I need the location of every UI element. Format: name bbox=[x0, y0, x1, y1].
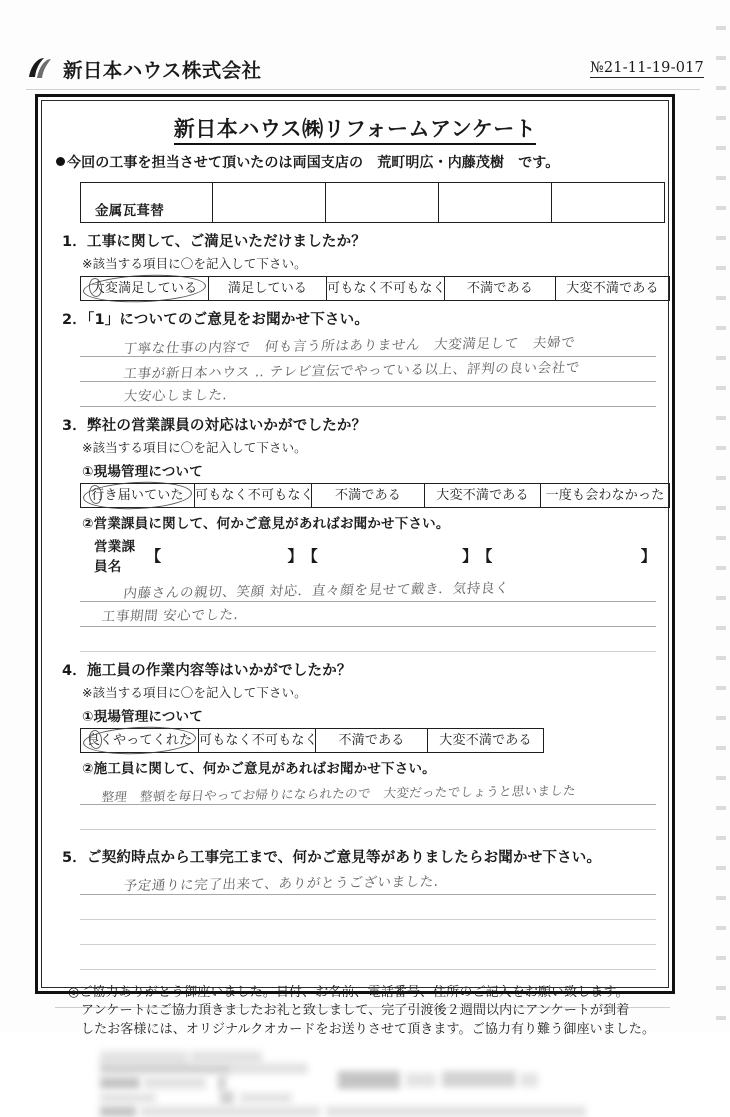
q1-option-0[interactable]: 大変満足している bbox=[81, 277, 209, 300]
handwriting-line[interactable] bbox=[80, 780, 656, 805]
letterhead-divider bbox=[26, 89, 700, 90]
q3-option-4[interactable]: 一度も会わなかった bbox=[545, 488, 665, 503]
bullet-icon bbox=[56, 157, 65, 166]
question-3-heading: 3．弊社の営業課員の対応はいかがでしたか？ bbox=[62, 418, 367, 434]
handwriting-line[interactable] bbox=[80, 577, 656, 602]
question-4-options bbox=[80, 728, 544, 753]
q1-option-2[interactable]: 可もなく不可もなく bbox=[327, 277, 445, 300]
handwritten-text: 予定通りに完了出来て、ありがとうございました. bbox=[122, 873, 440, 895]
q4-option-3[interactable]: 大変不満である bbox=[439, 733, 532, 748]
closing-notice bbox=[68, 984, 656, 1039]
handwritten-text: 工事期間 安心でした. bbox=[100, 607, 240, 625]
question-1-options bbox=[80, 276, 670, 301]
scan-bottom-edge bbox=[55, 1007, 670, 1008]
question-3-subheading-1: ①現場管理について bbox=[82, 464, 203, 480]
q3-option-3[interactable]: 大変不満である bbox=[425, 484, 541, 507]
work-cell-2[interactable] bbox=[213, 183, 326, 223]
charge-staff-line bbox=[56, 152, 656, 172]
survey-form-frame bbox=[35, 94, 675, 1037]
handwriting-line[interactable] bbox=[80, 602, 656, 627]
question-4-note: ※該当する項目に〇を記入して下さい。 bbox=[82, 685, 307, 700]
handwriting-line[interactable] bbox=[80, 805, 656, 830]
question-5-heading: 5．ご契約時点から工事完工まで、何かご意見等がありましたらお聞かせ下さい。 bbox=[62, 850, 602, 866]
q1-option-4[interactable]: 大変不満である bbox=[566, 281, 659, 296]
handwritten-text: 内藤さんの親切、笑顔 対応．直々顔を見せて戴き．気持良く bbox=[122, 580, 511, 602]
handwritten-text: 整理 整頓を毎日やってお帰りになられたので 大変だったでしょうと思いました bbox=[100, 782, 577, 805]
handwriting-line[interactable] bbox=[80, 920, 656, 945]
question-4-heading: 4．施工員の作業内容等はいかがでしたか？ bbox=[62, 663, 352, 679]
work-cell-1[interactable]: 金属瓦葺替 bbox=[81, 183, 213, 223]
closing-line-2: アンケートにご協力頂きましたお礼と致しまして、完了引渡後２週間以内にアンケートが到着 bbox=[81, 1003, 630, 1019]
question-2-heading: 2．「1」についてのご意見をお聞かせ下さい。 bbox=[62, 312, 370, 328]
handwritten-text: 大安心しました. bbox=[122, 387, 229, 405]
q1-option-1[interactable]: 満足している bbox=[209, 277, 327, 300]
staff-name-field-2[interactable]: 【 】 bbox=[302, 546, 478, 565]
q3-option-0[interactable]: 行き届いていた bbox=[81, 484, 195, 507]
form-title bbox=[54, 113, 656, 143]
handwritten-text: 工事が新日本ハウス ‥ テレビ宣伝でやっている以上、評判の良い会社で bbox=[122, 359, 581, 383]
question-4-answer[interactable] bbox=[80, 780, 656, 830]
staff-name-label: 営業課員名 bbox=[94, 539, 136, 575]
handwriting-line[interactable] bbox=[80, 945, 656, 970]
question-3-answer[interactable] bbox=[80, 577, 656, 652]
question-1-heading: 1．工事に関して、ご満足いただけましたか？ bbox=[62, 234, 366, 250]
handwriting-line[interactable] bbox=[80, 382, 656, 407]
work-cell-3[interactable] bbox=[326, 183, 439, 223]
question-5-answer[interactable] bbox=[80, 870, 656, 970]
handwriting-line[interactable] bbox=[80, 357, 656, 382]
staff-name-row bbox=[94, 535, 656, 575]
handwriting-line[interactable] bbox=[80, 895, 656, 920]
company-name: 新日本ハウス株式会社 bbox=[63, 59, 262, 82]
table-row bbox=[81, 183, 665, 223]
work-cell-4[interactable] bbox=[439, 183, 552, 223]
q4-option-2[interactable]: 不満である bbox=[316, 729, 428, 752]
question-3-note: ※該当する項目に〇を記入して下さい。 bbox=[82, 440, 307, 455]
question-4-subheading-1: ①現場管理について bbox=[82, 709, 203, 725]
handwriting-line[interactable] bbox=[80, 332, 656, 357]
question-3-subheading-2: ②営業課員に関して、何かご意見があればお聞かせ下さい。 bbox=[82, 516, 450, 532]
charge-staff-text: 今回の工事を担当させて頂いたのは両国支店の 荒町明広・内藤茂樹 です。 bbox=[67, 155, 560, 171]
letterhead bbox=[26, 48, 704, 90]
work-cell-5[interactable] bbox=[552, 183, 665, 223]
scan-edge-artifact bbox=[716, 0, 726, 1032]
q4-option-1[interactable]: 可もなく不可もなく bbox=[199, 729, 316, 752]
redacted-personal-info bbox=[100, 1051, 660, 1117]
question-3-options bbox=[80, 483, 670, 508]
company-logo-mark-icon bbox=[26, 56, 56, 82]
document-number: №21-11-19-017 bbox=[589, 60, 704, 76]
handwriting-line[interactable] bbox=[80, 870, 656, 895]
question-2-answer[interactable] bbox=[80, 332, 656, 407]
work-description-table bbox=[80, 182, 665, 223]
question-4-subheading-2: ②施工員に関して、何かご意見があればお聞かせ下さい。 bbox=[82, 761, 436, 777]
q4-option-0[interactable]: 良くやってくれた bbox=[81, 729, 199, 752]
form-title-text: 新日本ハウス㈱リフォームアンケート bbox=[174, 117, 537, 145]
closing-line-1: ◎ご協力ありがとう御座いました。日付、お名前、電話番号、住所のご記入をお願い致します。 bbox=[68, 985, 629, 1000]
q1-option-3[interactable]: 不満である bbox=[445, 277, 556, 300]
staff-name-field-1[interactable]: 【 】 bbox=[146, 546, 303, 565]
q3-option-2[interactable]: 不満である bbox=[312, 484, 425, 507]
company-branding bbox=[26, 55, 261, 83]
question-1-note: ※該当する項目に〇を記入して下さい。 bbox=[82, 256, 307, 271]
closing-line-3: したお客様には、オリジナルクオカードをお送りさせて頂きます。ご協力有り難う御座いました。 bbox=[81, 1021, 656, 1037]
q3-option-1[interactable]: 可もなく不可もなく bbox=[195, 484, 312, 507]
handwritten-text: 丁寧な仕事の内容で 何も言う所はありません 大変満足して 夫婦で bbox=[122, 334, 577, 358]
staff-name-field-3[interactable]: 【 】 bbox=[477, 546, 656, 565]
handwriting-line[interactable] bbox=[80, 627, 656, 652]
